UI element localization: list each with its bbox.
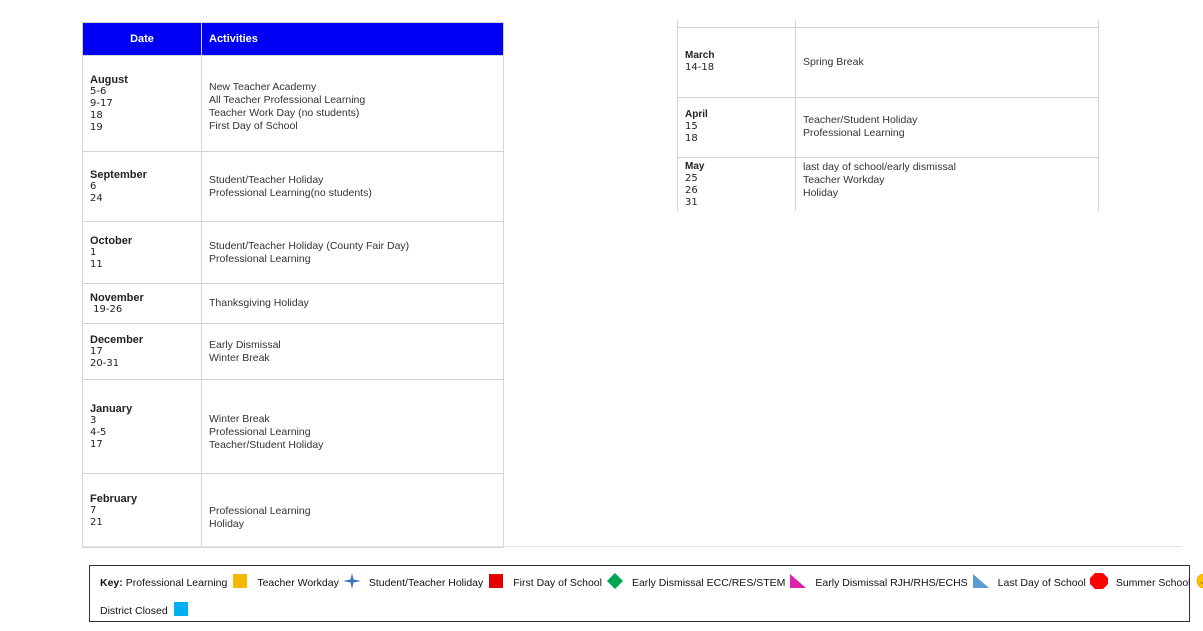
- activity-item: Winter Break: [209, 413, 270, 425]
- legend-label: Last Day of School: [997, 576, 1086, 589]
- activities-cell: [796, 27, 1099, 97]
- date-value: 25: [685, 172, 698, 184]
- month-label: December: [90, 333, 144, 346]
- table-row: [83, 222, 504, 284]
- activity-item: Teacher Workday: [803, 173, 885, 186]
- activity-item: Teacher/Student Holiday: [209, 439, 324, 451]
- magenta-triangle-icon: [789, 573, 807, 592]
- month-label: January: [90, 402, 133, 415]
- activities-cell: [202, 380, 504, 474]
- legend-label: District Closed: [100, 604, 168, 617]
- green-diamond-icon: [606, 573, 624, 592]
- activities-cell: [202, 56, 504, 152]
- activity-item: Professional Learning: [209, 504, 311, 517]
- date-value: 18: [685, 133, 698, 144]
- activities-cell: [202, 222, 504, 284]
- red-square-icon: [487, 573, 505, 592]
- date-cell: [678, 27, 796, 97]
- calendar-table-left: [82, 22, 504, 548]
- activity-item: New Teacher Academy: [209, 80, 317, 93]
- date-cell: [83, 56, 202, 152]
- blue-star-icon: [343, 573, 361, 592]
- month-label: August: [90, 73, 128, 86]
- date-value: 3: [90, 414, 97, 426]
- date-value: 17: [90, 438, 103, 450]
- activity-item: Holiday: [803, 186, 839, 199]
- legend-label: Early Dismissal RJH/RHS/ECHS: [815, 576, 968, 589]
- date-header: Date: [83, 23, 202, 56]
- cyan-square-icon: [172, 601, 190, 620]
- table-row: [83, 474, 504, 548]
- legend-label: Summer School: [1115, 576, 1191, 589]
- month-label: February: [90, 492, 138, 505]
- activity-item: Winter Break: [209, 351, 270, 364]
- date-value: 19-26: [90, 303, 123, 315]
- legend-row: [100, 601, 198, 620]
- month-label: May: [685, 160, 705, 172]
- activity-item: First Day of School: [209, 119, 298, 132]
- header-row: [83, 23, 504, 56]
- date-cell: [83, 324, 202, 380]
- red-octagon-icon: [1090, 573, 1108, 592]
- activities-cell: [796, 97, 1099, 157]
- activity-item: Thanksgiving Holiday: [209, 297, 309, 309]
- legend-label: Student/Teacher Holiday: [368, 576, 484, 589]
- table-row: [83, 152, 504, 222]
- legend-label: Early Dismissal ECC/RES/STEM: [631, 576, 786, 589]
- date-value: 14-18: [685, 62, 715, 73]
- activity-item: Professional Learning(no students): [209, 186, 372, 199]
- spacer-row: [678, 20, 1099, 27]
- date-cell: [83, 284, 202, 324]
- date-value: 9-17: [90, 97, 113, 109]
- date-value: 31: [685, 196, 698, 208]
- date-value: 7: [90, 504, 97, 516]
- date-value: 20-31: [90, 357, 120, 369]
- table-row: [83, 324, 504, 380]
- activity-item: Holiday: [209, 517, 245, 530]
- legend-label: Professional Learning: [125, 576, 228, 589]
- activities-header: Activities: [202, 23, 504, 56]
- activity-item: last day of school/early dismissal: [803, 160, 956, 173]
- date-value: 24: [90, 192, 103, 204]
- spacer-cell: [796, 20, 1099, 27]
- month-label: September: [90, 168, 147, 181]
- month-label: October: [90, 234, 133, 247]
- activity-item: Early Dismissal: [209, 338, 281, 351]
- date-value: 21: [90, 516, 103, 528]
- yellow-smiley-icon: [1195, 573, 1203, 592]
- date-value: 15: [685, 121, 698, 132]
- activity-item: Spring Break: [803, 55, 864, 68]
- activity-item: Professional Learning: [209, 426, 311, 438]
- table-row: [678, 157, 1099, 211]
- legend-row: [100, 573, 1203, 592]
- table-row: [678, 27, 1099, 97]
- date-cell: [678, 97, 796, 157]
- activities-cell: [202, 152, 504, 222]
- yellow-square-icon: [231, 573, 249, 592]
- date-cell: [678, 157, 796, 211]
- month-label: November: [90, 291, 144, 304]
- date-value: 11: [90, 258, 103, 270]
- activity-item: All Teacher Professional Learning: [209, 93, 366, 106]
- date-value: 6: [90, 180, 97, 192]
- activity-item: Student/Teacher Holiday: [209, 173, 324, 186]
- table-row: [678, 97, 1099, 157]
- date-value: 19: [90, 121, 103, 133]
- activity-item: Student/Teacher Holiday (County Fair Day): [209, 239, 410, 252]
- blue-triangle-icon: [972, 573, 990, 592]
- activity-item: Teacher/Student Holiday: [803, 114, 918, 126]
- date-cell: [83, 380, 202, 474]
- activities-cell: [202, 324, 504, 380]
- activities-cell: [796, 157, 1099, 211]
- divider-line: [82, 546, 1182, 547]
- date-value: 26: [685, 184, 698, 196]
- table-row: [83, 380, 504, 474]
- legend-title: Key:: [100, 576, 123, 589]
- calendar-table-right: [677, 20, 1099, 211]
- table-row: [83, 284, 504, 324]
- legend-label: Teacher Workday: [257, 576, 339, 589]
- month-label: April: [685, 109, 708, 120]
- date-value: 1: [90, 246, 97, 258]
- activities-cell: [202, 284, 504, 324]
- activity-item: Teacher Work Day (no students): [209, 106, 360, 119]
- activity-item: Professional Learning: [209, 252, 311, 265]
- activities-cell: [202, 474, 504, 548]
- date-cell: [83, 474, 202, 548]
- date-cell: [83, 222, 202, 284]
- date-value: 18: [90, 109, 103, 121]
- spacer-cell: [678, 20, 796, 27]
- legend-key: [89, 565, 1190, 622]
- legend-label: First Day of School: [513, 576, 602, 589]
- activity-item: Professional Learning: [803, 127, 905, 139]
- date-cell: [83, 152, 202, 222]
- date-value: 5-6: [90, 85, 107, 97]
- month-label: March: [685, 50, 715, 61]
- date-value: 17: [90, 345, 103, 357]
- table-row: [83, 56, 504, 152]
- date-value: 4-5: [90, 426, 107, 438]
